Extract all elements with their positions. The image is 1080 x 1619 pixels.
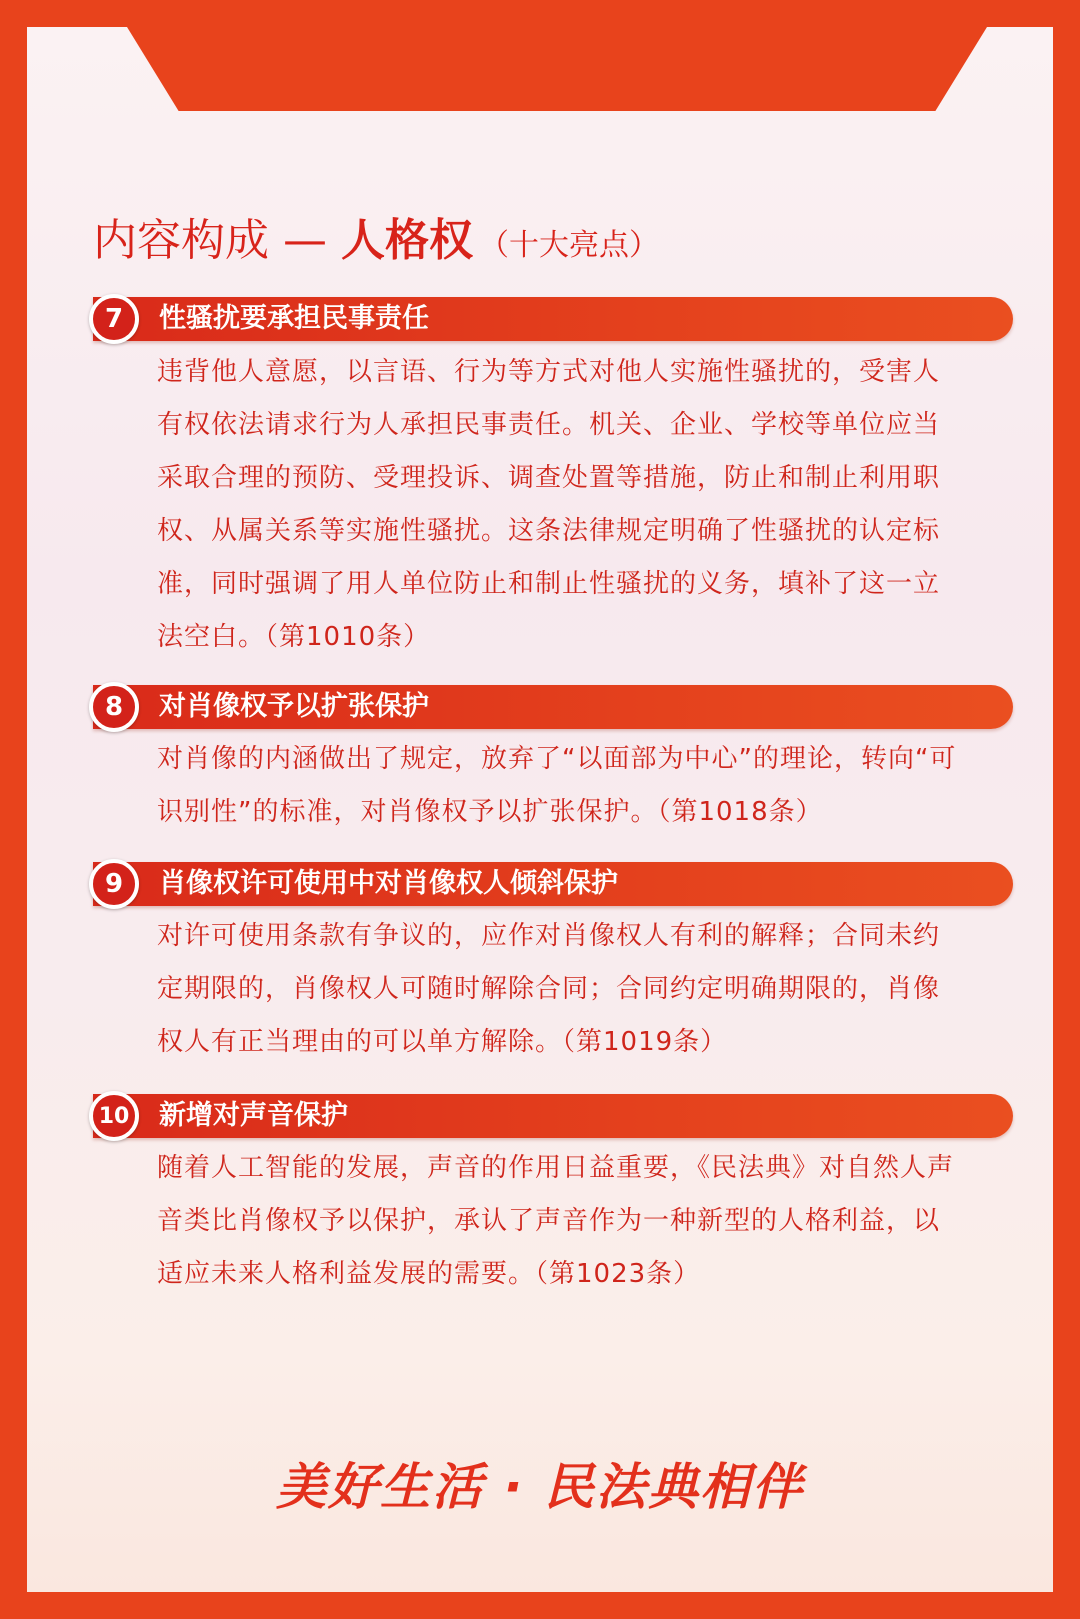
poster-frame bbox=[27, 27, 1053, 1592]
section-7-title: 性骚扰要承担民事责任 bbox=[159, 303, 429, 334]
title-keyword: 人格权 bbox=[340, 215, 473, 266]
section-10-header bbox=[93, 1094, 1013, 1138]
section-10-number-badge: 10 bbox=[89, 1091, 139, 1141]
title-note: （十大亮点） bbox=[478, 228, 659, 263]
section-8-title: 对肖像权予以扩张保护 bbox=[159, 691, 429, 722]
section-9-body: 对许可使用条款有争议的，应作对肖像权人有利的解释；合同未约定期限的，肖像权人可随时解除合同；合同约定明确期限的，肖像权人有正当理由的可以单方解除。（第1019条） bbox=[157, 921, 941, 1057]
section-10-title: 新增对声音保护 bbox=[159, 1100, 348, 1131]
section-10-body: 随着人工智能的发展，声音的作用日益重要，《民法典》对自然人声音类比肖像权予以保护，承认了声音作为一种新型的人格利益，以适应未来人格利益发展的需要。（第1023条） bbox=[157, 1153, 955, 1289]
section-9-header bbox=[93, 862, 1013, 906]
section-8-number-badge: 8 bbox=[89, 682, 139, 732]
section-9-title: 肖像权许可使用中对肖像权人倾斜保护 bbox=[159, 868, 618, 899]
page-title bbox=[93, 204, 659, 268]
section-8-body: 对肖像的内涵做出了规定，放弃了“以面部为中心”的理论，转向“可识别性”的标准，对肖像权予以扩张保护。（第1018条） bbox=[157, 744, 957, 827]
section-7-header bbox=[93, 297, 1013, 341]
title-prefix: 内容构成 — bbox=[93, 215, 341, 266]
top-banner bbox=[127, 27, 987, 111]
section-7-number-badge: 7 bbox=[89, 294, 139, 344]
section-9-number-badge: 9 bbox=[89, 859, 139, 909]
footer-slogan: 美好生活 · 民法典相伴 bbox=[276, 1458, 804, 1516]
section-8-header bbox=[93, 685, 1013, 729]
section-7-body: 违背他人意愿，以言语、行为等方式对他人实施性骚扰的，受害人有权依法请求行为人承担民事责任。机关、企业、学校等单位应当采取合理的预防、受理投诉、调查处置等措施，防止和制止利用职权、从属关系等实施性骚扰。这条法律规定明确了性骚扰的认定标准，同时强调了用人单位防止和制止性骚扰的义务，填补了这一立法空白。（第1010条） bbox=[157, 357, 941, 652]
